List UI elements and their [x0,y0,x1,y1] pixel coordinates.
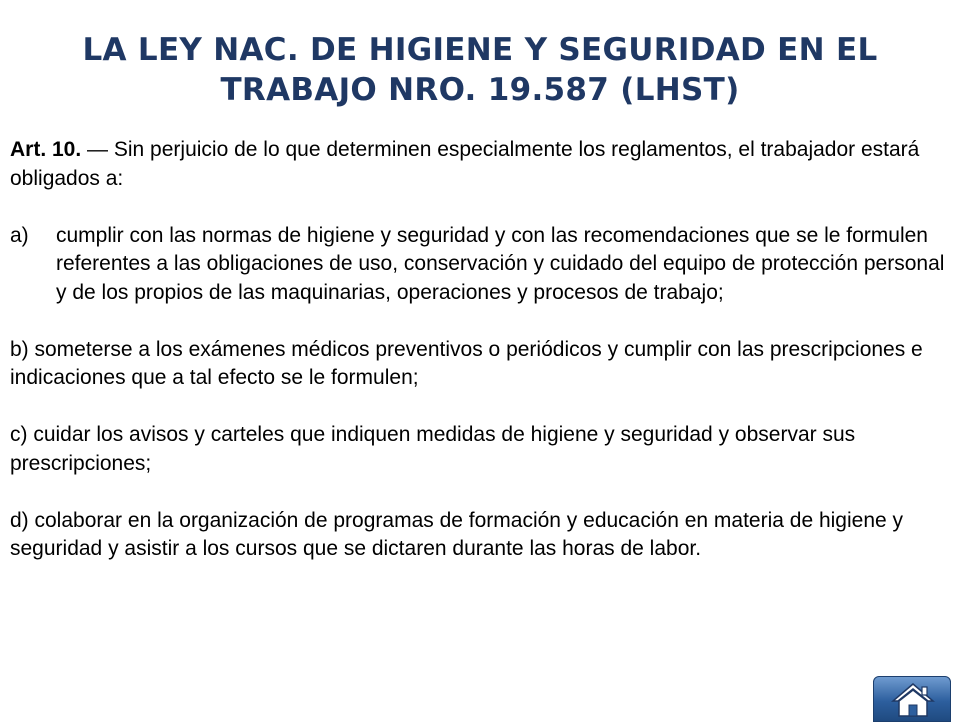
item-a-text: cumplir con las normas de higiene y seguridad y con las recomendaciones que se le formulen referentes a las obligaciones de uso, conservación y cuidado del equipo de protección personal y de los propios de las maquinarias, operaciones y procesos de trabajo; [56,223,945,304]
list-item-c: c) cuidar los avisos y carteles que indiquen medidas de higiene y seguridad y observar sus prescripciones; [10,423,856,475]
home-icon [891,681,935,719]
list-item-a [10,222,955,308]
article-label: Art. 10. [10,138,82,161]
home-button[interactable] [873,676,951,722]
article-intro-text: — Sin perjuicio de lo que determinen especialmente los reglamentos, el trabajador estará obligados a: [10,138,920,190]
list-item-b: b) someterse a los exámenes médicos preventivos o periódicos y cumplir con las prescripciones e indicaciones que a tal efecto se le formulen; [10,337,923,389]
title-line-2: TRABAJO NRO. 19.587 (LHST) [220,72,740,108]
list-item-d: d) colaborar en la organización de programas de formación y educación en materia de higiene y seguridad y asistir a los cursos que se dictaren durante las horas de labor. [10,508,904,560]
slide-title [30,30,930,110]
article-body [10,136,955,564]
article-intro [10,136,955,193]
item-a-marker: a) [10,223,29,247]
title-line-1: LA LEY NAC. DE HIGIENE Y SEGURIDAD EN EL [82,32,878,68]
